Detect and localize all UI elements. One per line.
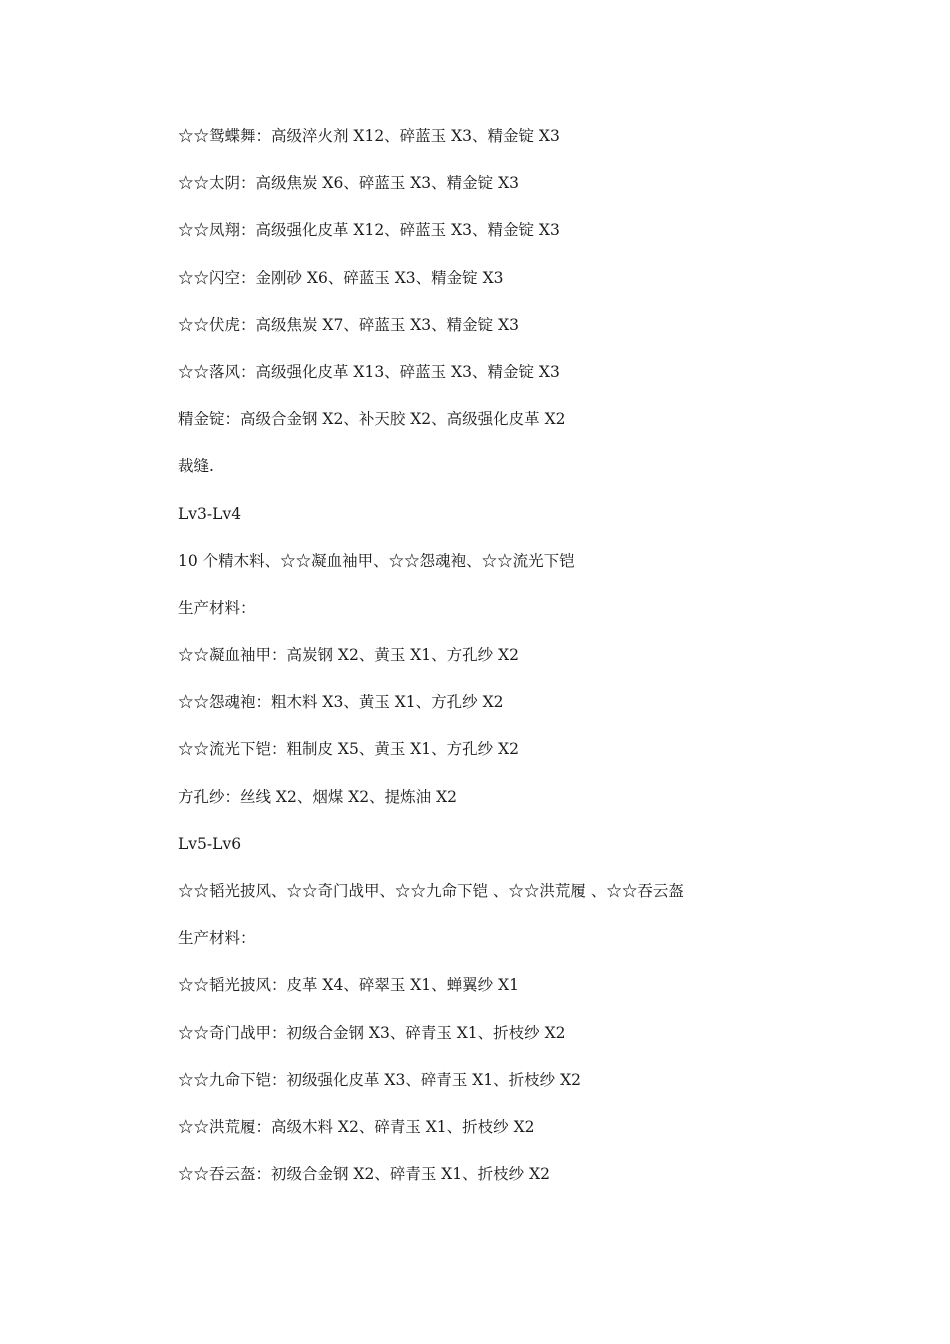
document-body bbox=[178, 122, 878, 1207]
text-line: ☆☆流光下铠：粗制皮 X5、黄玉 X1、方孔纱 X2 bbox=[178, 740, 519, 759]
text-line: ☆☆吞云盔：初级合金钢 X2、碎青玉 X1、折枝纱 X2 bbox=[178, 1165, 550, 1184]
text-line: ☆☆九命下铠：初级强化皮革 X3、碎青玉 X1、折枝纱 X2 bbox=[178, 1070, 581, 1089]
level-heading: Lv5-Lv6 bbox=[178, 834, 242, 853]
subheading: 生产材料： bbox=[178, 929, 256, 948]
text-line: ☆☆洪荒履：高级木料 X2、碎青玉 X1、折枝纱 X2 bbox=[178, 1117, 535, 1136]
section-heading: 裁缝. bbox=[178, 457, 214, 476]
text-line: ☆☆闪空：金刚砂 X6、碎蓝玉 X3、精金锭 X3 bbox=[178, 268, 504, 287]
level-heading: Lv3-Lv4 bbox=[178, 504, 242, 523]
text-line: ☆☆鸳蝶舞：高级淬火剂 X12、碎蓝玉 X3、精金锭 X3 bbox=[178, 127, 560, 145]
text-line: 10 个精木料、☆☆凝血袖甲、☆☆怨魂袍、☆☆流光下铠 bbox=[178, 551, 575, 570]
text-line: ☆☆凤翔：高级强化皮革 X12、碎蓝玉 X3、精金锭 X3 bbox=[178, 221, 560, 240]
text-line: ☆☆落风：高级强化皮革 X13、碎蓝玉 X3、精金锭 X3 bbox=[178, 362, 560, 381]
text-line: 方孔纱：丝线 X2、烟煤 X2、提炼油 X2 bbox=[178, 787, 457, 806]
text-line: ☆☆韬光披风：皮革 X4、碎翠玉 X1、蝉翼纱 X1 bbox=[178, 976, 519, 995]
text-line: ☆☆韬光披风、☆☆奇门战甲、☆☆九命下铠 、☆☆洪荒履 、☆☆吞云盔 bbox=[178, 882, 684, 900]
text-line: ☆☆怨魂袍：粗木料 X3、黄玉 X1、方孔纱 X2 bbox=[178, 693, 504, 712]
text-line: ☆☆太阴：高级焦炭 X6、碎蓝玉 X3、精金锭 X3 bbox=[178, 174, 519, 193]
text-line: 精金锭：高级合金钢 X2、补天胶 X2、高级强化皮革 X2 bbox=[178, 410, 566, 429]
text-line: ☆☆凝血袖甲：高炭钢 X2、黄玉 X1、方孔纱 X2 bbox=[178, 646, 519, 665]
subheading: 生产材料： bbox=[178, 598, 256, 617]
text-line: ☆☆伏虎：高级焦炭 X7、碎蓝玉 X3、精金锭 X3 bbox=[178, 315, 519, 334]
text-line: ☆☆奇门战甲：初级合金钢 X3、碎青玉 X1、折枝纱 X2 bbox=[178, 1023, 566, 1042]
